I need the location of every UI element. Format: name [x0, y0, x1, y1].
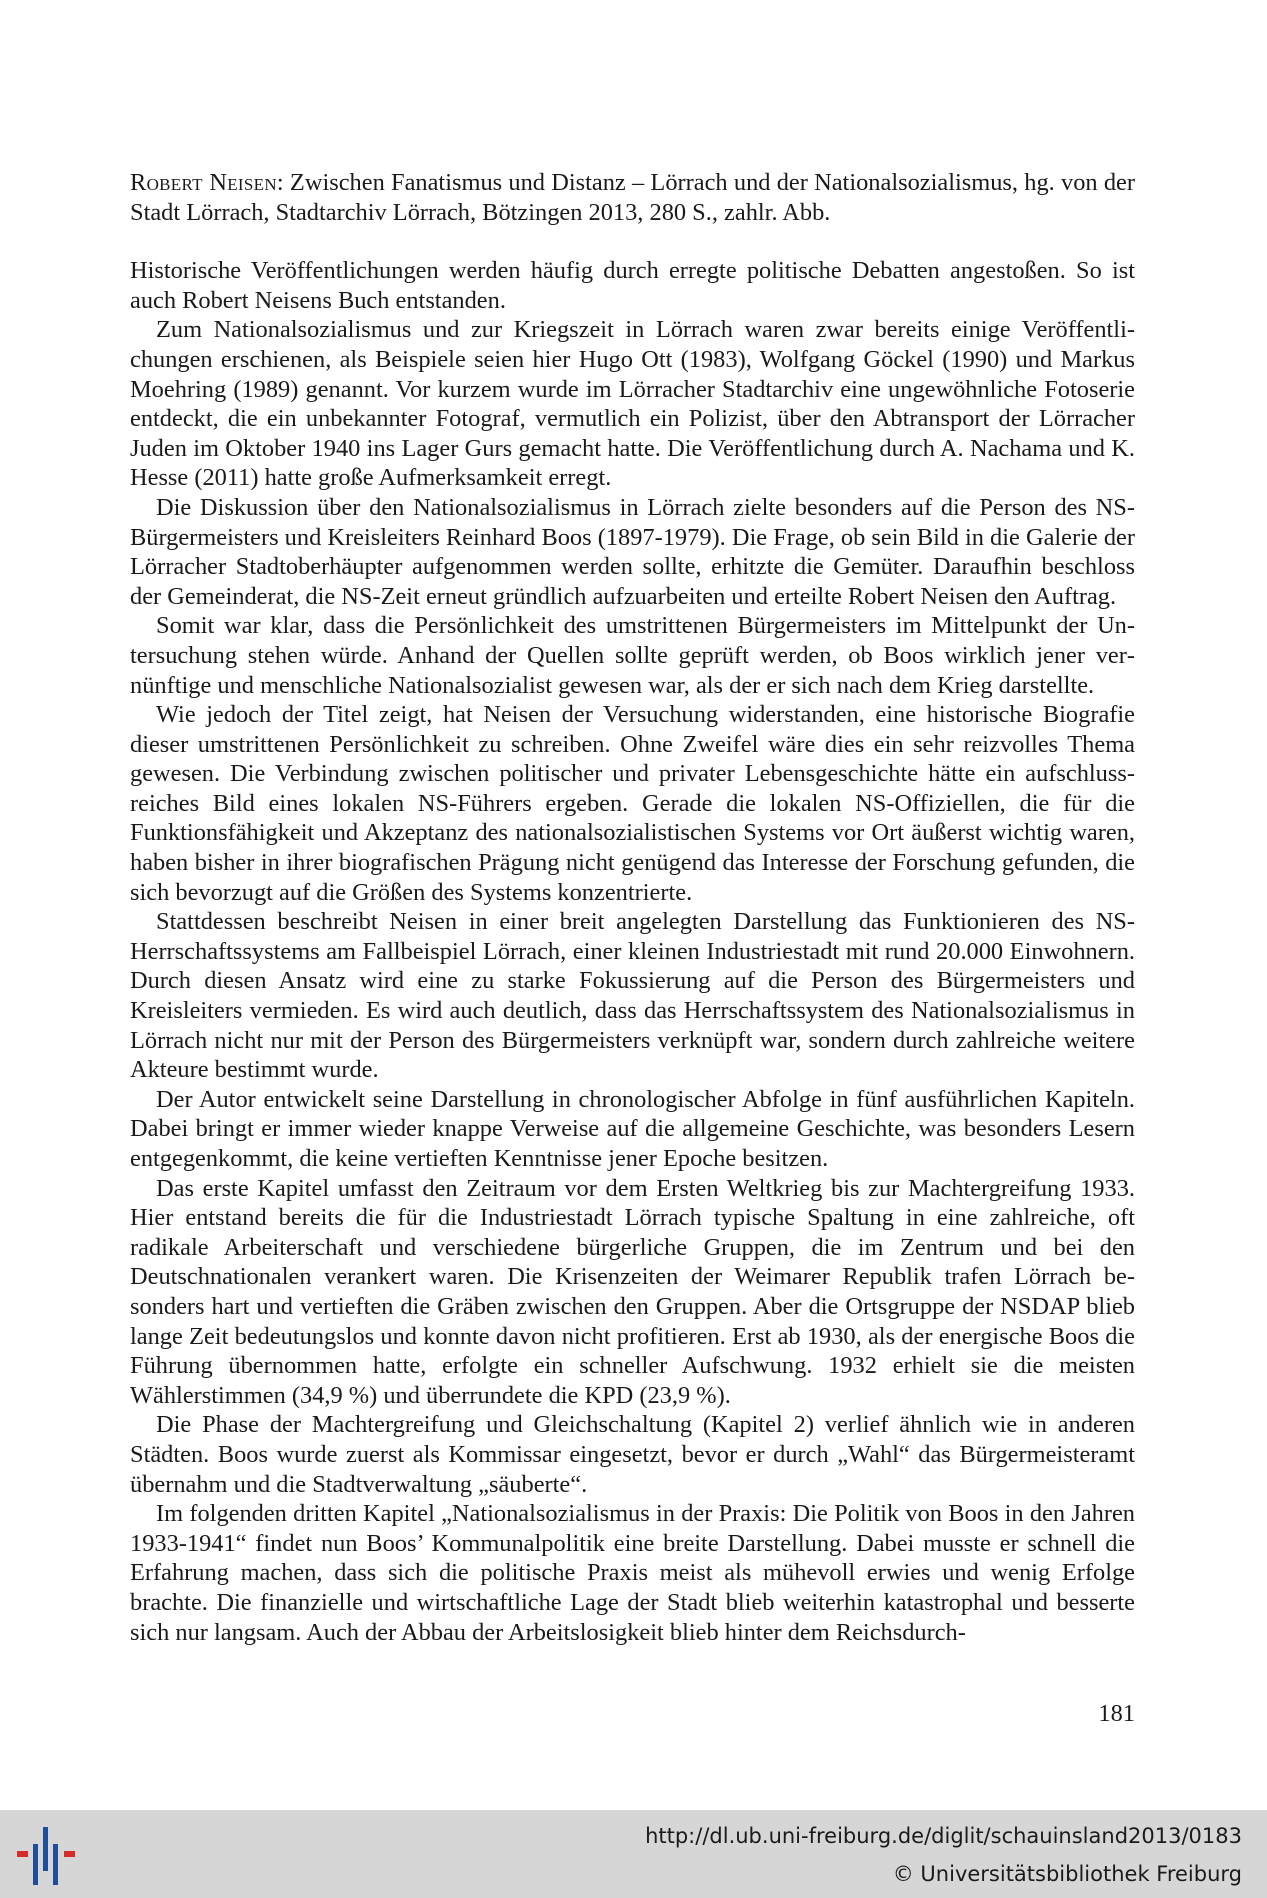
paragraph: Somit war klar, dass die Persönlichkeit des umstrittenen Bürgermeisters im Mittelpunkt der Untersuchung stehen würde. Anhand der Quellen sollte geprüft werden, ob Boos wirklich jener vernünftige und menschliche Nationalsozialist gewesen war, als der er sich nach dem Krieg darstellte. [130, 612, 1135, 699]
paragraph: Die Phase der Machtergreifung und Gleichschaltung (Kapitel 2) verlief ähnlich wie in anderen Städten. Boos wurde zuerst als Kommissar eingesetzt, bevor er durch „Wahl“ das Bürgermeisteramt übernahm und die Stadtverwaltung „säuberte“. [130, 1411, 1135, 1498]
paragraph: Im folgenden dritten Kapitel „Nationalsozialismus in der Praxis: Die Politik von Boos in den Jahren 1933-1941“ findet nun Boos’ Kommunalpolitik eine breite Darstellung. Dabei musste er schnell die Erfahrung machen, dass sich die politische Praxis meist als mühevoll erwies und wenig Erfolge brachte. Die finanzielle und wirtschaftliche Lage der Stadt blieb weiterhin katastrophal und besserte sich nur langsam. Auch der Abbau der Arbeitslosigkeit blieb hinter dem Reichsdurch- [130, 1500, 1135, 1646]
review-body [130, 256, 1135, 1647]
book-citation [130, 168, 1135, 227]
citation-text: : Zwischen Fanatismus und Distanz – Lörrach und der Nationalsozialismus, hg. von der Stadt Lörrach, Stadtarchiv Lörrach, Bötzingen 2013, 280 S., zahlr. Abb. [130, 169, 1135, 226]
ub-freiburg-logo-icon[interactable] [14, 1810, 84, 1898]
paragraph: Der Autor entwickelt seine Darstellung in chronologischer Abfolge in fünf ausführlichen Kapiteln. Dabei bringt er immer wieder knappe Verweise auf die allgemeine Geschichte, was besonders Lesern entgegenkommt, die keine vertieften Kenntnisse jener Epoche besitzen. [130, 1085, 1135, 1172]
paragraph: Stattdessen beschreibt Neisen in einer breit angelegten Darstellung das Funktionieren des NS-Herrschaftssystems am Fallbeispiel Lörrach, einer kleinen Industriestadt mit rund 20.000 Einwohnern. Durch diesen Ansatz wird eine zu starke Fokussierung auf die Person des Bürgermeisters und Kreisleiters vermieden. Es wird auch deutlich, dass das Herrschaftssystem des Nationalsozialismus in Lörrach nicht nur mit der Person des Bürgermeisters verknüpft war, sondern durch zahlreiche weitere Akteure bestimmt wurde. [130, 908, 1135, 1084]
review-text [130, 168, 1135, 1647]
paragraph: Wie jedoch der Titel zeigt, hat Neisen der Versuchung widerstanden, eine historische Biografie dieser umstrittenen Persönlichkeit zu schreiben. Ohne Zweifel wäre dies ein sehr reizvolles Thema gewesen. Die Verbindung zwischen politischer und privater Lebensgeschichte hätte ein aufschlussreiches Bild eines lokalen NS-Führers ergeben. Gerade die lokalen NS-Offiziellen, die für die Funktionsfähigkeit und Akzeptanz des nationalsozialistischen Systems vor Ort äußerst wichtig waren, haben bisher in ihrer biografischen Prägung nicht genügend das Interesse der Forschung gefunden, die sich bevorzugt auf die Größen des Systems konzentrierte. [130, 701, 1135, 906]
paragraph: Historische Veröffentlichungen werden häufig durch erregte politische Debatten angestoßen. So ist auch Robert Neisens Buch entstanden. [130, 257, 1135, 314]
paragraph: Die Diskussion über den Nationalsozialismus in Lörrach zielte besonders auf die Person des NS-Bürgermeisters und Kreisleiters Reinhard Boos (1897-1979). Die Frage, ob sein Bild in die Galerie der Lörracher Stadtoberhäupter aufgenommen werden sollte, erhitzte die Gemüter. Daraufhin beschloss der Gemeinderat, die NS-Zeit erneut gründlich aufzuarbeiten und erteilte Robert Neisen den Auftrag. [130, 493, 1135, 610]
citation-author: Robert Neisen [130, 169, 277, 196]
page-number: 181 [1098, 1700, 1135, 1727]
paragraph: Zum Nationalsozialismus und zur Kriegszeit in Lörrach waren zwar bereits einige Veröffentlichungen erschienen, als Beispiele seien hier Hugo Ott (1983), Wolfgang Göckel (1990) und Markus Moehring (1989) genannt. Vor kurzem wurde im Lörracher Stadtarchiv eine ungewöhnliche Fotoserie entdeckt, die ein unbekannter Fotograf, vermutlich ein Polizist, über den Abtransport der Lörracher Juden im Oktober 1940 ins Lager Gurs gemacht hatte. Die Veröffentlichung durch A. Nachama und K. Hesse (2011) hatte große Aufmerksamkeit erregt. [130, 316, 1135, 492]
permalink-url[interactable]: http://dl.ub.uni-freiburg.de/diglit/schauinsland2013/0183 [645, 1824, 1242, 1848]
copyright-notice: © Universitätsbibliothek Freiburg [892, 1862, 1242, 1886]
viewer-footer [0, 1810, 1267, 1898]
paragraph: Das erste Kapitel umfasst den Zeitraum vor dem Ersten Weltkrieg bis zur Machtergreifung 1933. Hier entstand bereits die für die Industriestadt Lörrach typische Spaltung in eine zahlreiche, oft radikale Arbeiterschaft und verschiedene bürgerliche Gruppen, die im Zentrum und bei den Deutschnationalen verankert waren. Die Krisenzeiten der Weimarer Republik trafen Lörrach besonders hart und vertieften die Gräben zwischen den Gruppen. Aber die Ortsgruppe der NSDAP blieb lange Zeit bedeutungslos und konnte davon nicht profitieren. Erst ab 1930, als der energische Boos die Führung übernommen hatte, erfolgte ein schneller Aufschwung. 1932 erhielt sie die meisten Wählerstimmen (34,9 %) und überrundete die KPD (23,9 %). [130, 1174, 1135, 1409]
